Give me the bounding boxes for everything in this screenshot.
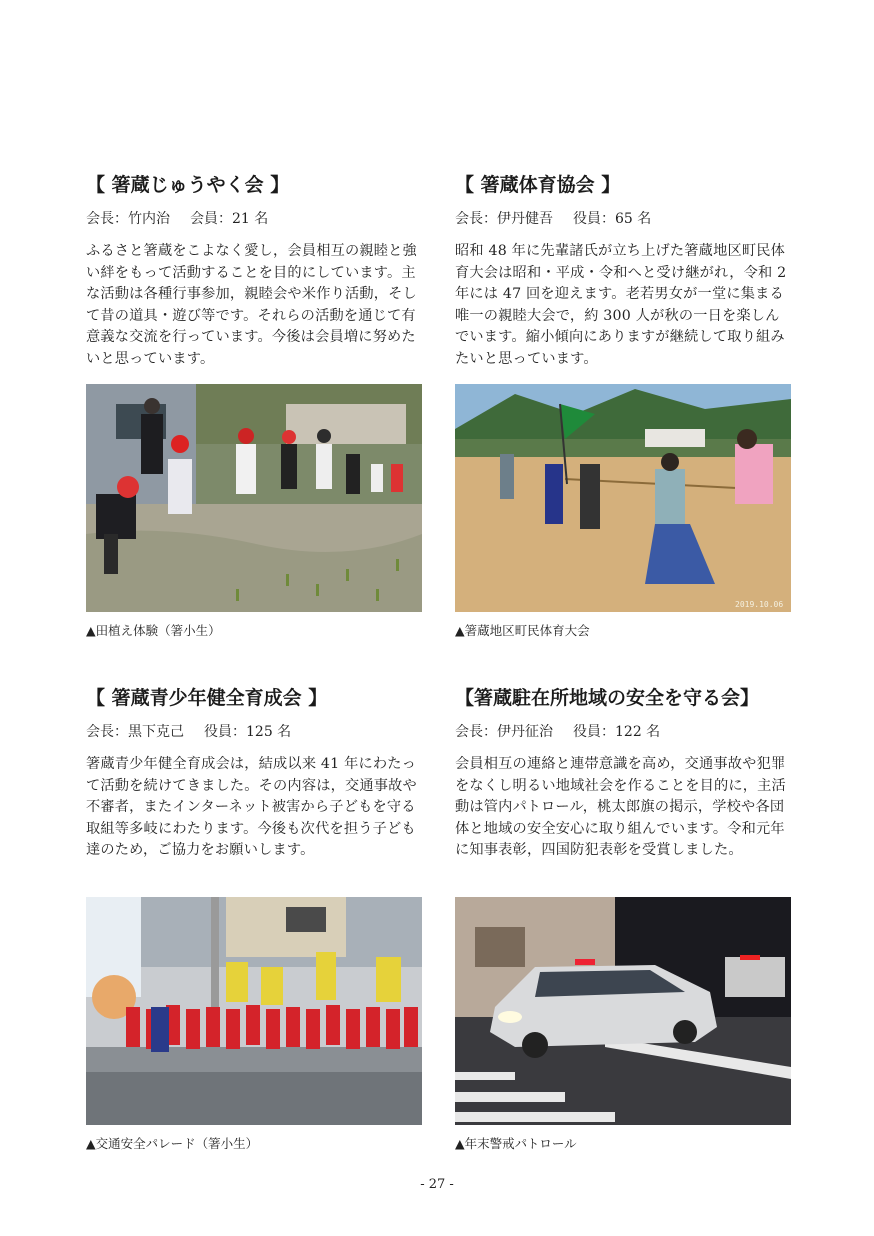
photo-caption: ▲年末警戒パトロール xyxy=(455,1136,577,1151)
section-taiiku-kyokai xyxy=(455,170,793,638)
photo-caption: ▲箸蔵地区町民体育大会 xyxy=(455,623,590,638)
leader-text: 会長：黒下克己 xyxy=(86,724,184,740)
section-body: 会員相互の連絡と連帯意識を高め，交通事故や犯罪をなくし明るい地域社会を作ることを目的に，主活動は管内パトロール，桃太郎旗の掲示，学校や各団体と地域の安全安心に取り組んでいます。令和元年に知事表彰，四国防犯表彰を受賞しました。 xyxy=(455,756,786,858)
page-number: - 27 - xyxy=(420,1177,454,1192)
section-body: 箸蔵青少年健全育成会は，結成以来 41 年にわたって活動を続けてきました。その内容は，交通事故や不審者，またインターネット被害から子どもを守る取組等多岐にわたります。今後も次代を担う子ども達のため，ご協力をお願いします。 xyxy=(86,756,417,858)
photo-year-end-patrol xyxy=(455,897,791,1125)
section-jyuyakukai xyxy=(86,170,424,638)
leader-text: 会長：伊丹健吾 xyxy=(455,211,553,227)
leader-text: 会長：伊丹征治 xyxy=(455,724,553,740)
photo-tug-of-war xyxy=(455,384,791,612)
section-seishonen-ikuseikai xyxy=(86,683,424,1151)
section-title: 【 箸蔵体育協会 】 xyxy=(455,174,621,196)
section-title: 【 箸蔵じゅうやく会 】 xyxy=(86,174,290,196)
section-title: 【 箸蔵青少年健全育成会 】 xyxy=(86,687,328,709)
section-body: ふるさと箸蔵をこよなく愛し，会員相互の親睦と強い絆をもって活動することを目的にしています。主な活動は各種行事参加，親睦会や米作り活動，そして昔の道具・遊び等です。それらの活動を通じて有意義な交流を行っています。今後は会員増に努めたいと思っています。 xyxy=(86,243,417,367)
section-meta xyxy=(455,208,793,230)
photo-caption: ▲交通安全パレード（箸小生） xyxy=(86,1136,259,1151)
members-text: 役員：125 名 xyxy=(204,724,292,740)
section-body: 昭和 48 年に先輩諸氏が立ち上げた箸蔵地区町民体育大会は昭和・平成・令和へと受け継がれ，令和 2 年には 47 回を迎えます。老若男女が一堂に集まる唯一の親睦大会で，約 300 人が秋の一日を楽しんでいます。縮小傾向にありますが継続して取り組みたいと思っています。 xyxy=(455,243,787,367)
photo-caption: ▲田植え体験（箸小生） xyxy=(86,623,221,638)
members-text: 会員：21 名 xyxy=(190,211,269,227)
section-meta xyxy=(86,208,424,230)
section-meta xyxy=(86,721,424,743)
section-meta xyxy=(455,721,793,743)
photo-date-stamp: 2019.10.06 xyxy=(735,600,784,609)
members-text: 役員：65 名 xyxy=(573,211,652,227)
photo-rice-planting xyxy=(86,384,422,612)
members-text: 役員：122 名 xyxy=(573,724,661,740)
leader-text: 会長：竹内治 xyxy=(86,211,170,227)
section-title: 【箸蔵駐在所地域の安全を守る会】 xyxy=(455,687,760,709)
photo-safety-parade xyxy=(86,897,422,1125)
section-anzen-mamorukai xyxy=(455,683,793,1151)
